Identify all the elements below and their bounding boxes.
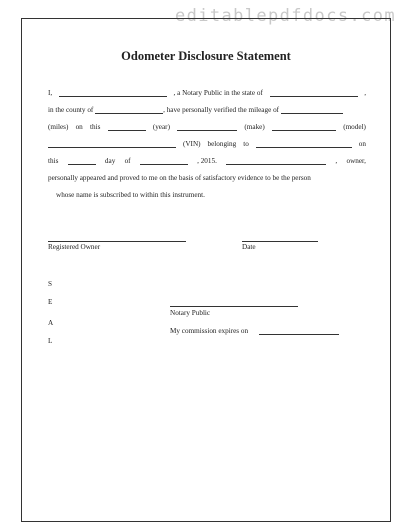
body-line-5 xyxy=(48,157,366,166)
commission-expires-label: My commission expires on xyxy=(170,327,249,335)
date-label: Date xyxy=(242,243,256,251)
text: on xyxy=(75,123,83,131)
owner-signature-line[interactable] xyxy=(48,241,186,242)
text: (make) xyxy=(244,123,265,131)
text: , xyxy=(335,157,338,165)
mileage-blank[interactable] xyxy=(281,106,343,114)
date-blank[interactable] xyxy=(108,123,146,131)
owner-name-blank[interactable] xyxy=(226,157,326,165)
text: this xyxy=(89,123,101,131)
text: (VIN) xyxy=(182,140,201,148)
text: belonging xyxy=(207,140,237,148)
notary-signature-line[interactable] xyxy=(170,306,298,307)
body-line-4 xyxy=(48,140,366,149)
text: to xyxy=(243,140,249,148)
state-blank[interactable] xyxy=(270,89,358,97)
seal-letter-e: E xyxy=(48,298,53,306)
make-blank[interactable] xyxy=(272,123,336,131)
text: of xyxy=(124,157,131,165)
document-page xyxy=(21,18,391,522)
text: owner, xyxy=(346,157,366,165)
body-line-2 xyxy=(48,106,366,115)
text: , have personally verified the mileage of xyxy=(163,106,280,114)
body-line-6: personally appeared and proved to me on the basis of satisfactory evidence to be the person xyxy=(48,174,311,182)
document-title: Odometer Disclosure Statement xyxy=(121,49,291,63)
text: (miles) xyxy=(48,123,69,131)
text: , 2015. xyxy=(197,157,217,165)
body-line-3 xyxy=(48,123,366,132)
text: , a Notary Public in the state of xyxy=(173,89,263,97)
body-line-1 xyxy=(48,89,366,98)
text: , xyxy=(364,89,366,97)
text: in the county of xyxy=(48,106,94,114)
text: this xyxy=(48,157,59,165)
text: on xyxy=(358,140,366,148)
notary-name-blank[interactable] xyxy=(59,89,167,97)
text: I, xyxy=(48,89,53,97)
commission-date-line[interactable] xyxy=(259,334,339,335)
notary-public-label: Notary Public xyxy=(170,309,211,317)
vin-owner-blank[interactable] xyxy=(256,140,352,148)
county-blank[interactable] xyxy=(95,106,163,114)
seal-letter-l: L xyxy=(48,337,53,345)
watermark: editablepdfdocs.com xyxy=(174,6,396,26)
text: (model) xyxy=(343,123,366,131)
text: (year) xyxy=(152,123,170,131)
body-line-7: whose name is subscribed to within this instrument. xyxy=(56,191,205,199)
seal-letter-a: A xyxy=(48,319,54,327)
month-blank[interactable] xyxy=(140,157,188,165)
day-blank[interactable] xyxy=(68,157,96,165)
model-blank[interactable] xyxy=(48,140,176,148)
date-signature-line[interactable] xyxy=(242,241,318,242)
text: day xyxy=(104,157,116,165)
seal-letter-s: S xyxy=(48,280,52,288)
year-blank[interactable] xyxy=(177,123,237,131)
registered-owner-label: Registered Owner xyxy=(48,243,101,251)
